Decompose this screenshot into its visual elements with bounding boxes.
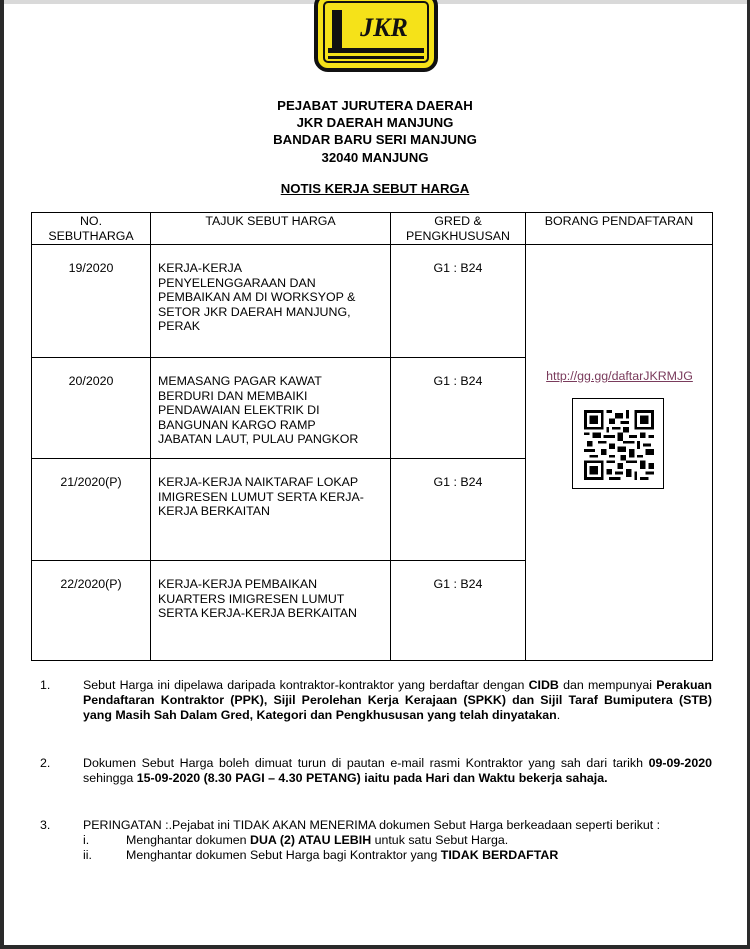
header-no-line-2: SEBUTHARGA xyxy=(48,228,134,243)
note-3-sub-2-text xyxy=(126,848,712,863)
note-1-number: 1. xyxy=(40,678,51,692)
row-2-title-line: BERDURI DAN MEMBAIKI xyxy=(158,388,308,403)
row-1-title-line: PEMBAIKAN AM DI WORKSYOP & xyxy=(158,290,356,305)
note-1-part: Sebut Harga ini dipelawa daripada kontraktor-kontraktor yang berdaftar dengan xyxy=(83,678,529,692)
note-2-part: Dokumen Sebut Harga boleh dimuat turun di pautan e-mail rasmi Kontraktor yang sah dari tarikh xyxy=(83,756,649,770)
note-3-sub-2-part: Menghantar dokumen Sebut Harga bagi Kontraktor yang xyxy=(126,848,441,862)
note-1-part: CIDB xyxy=(528,678,559,692)
row-4-title-line: KUARTERS IMIGRESEN LUMUT xyxy=(158,591,345,606)
row-2-title xyxy=(158,374,388,447)
table-header-divider xyxy=(31,244,713,245)
row-3-title-line: IMIGRESEN LUMUT SERTA KERJA- xyxy=(158,489,364,504)
note-1-part: dan mempunyai xyxy=(558,678,657,692)
office-header xyxy=(0,97,750,166)
row-3-grade: G1 : B24 xyxy=(433,475,483,489)
jkr-logo xyxy=(314,0,438,73)
note-3-sub-2-number: ii. xyxy=(83,848,92,862)
note-2-number: 2. xyxy=(40,756,51,770)
table-row-divider-3 xyxy=(31,560,526,561)
table-border-bottom xyxy=(31,660,713,661)
registration-link[interactable]: http://gg.gg/daftarJKRMJG xyxy=(546,369,693,383)
note-2-part: 15-09-2020 (8.30 PAGI – 4.30 PETANG) iaitu pada Hari dan Waktu bekerja sahaja. xyxy=(136,771,608,786)
table-border-right xyxy=(712,212,713,661)
logo-text: JKR xyxy=(360,13,408,42)
header-registration: BORANG PENDAFTARAN xyxy=(544,214,694,228)
row-4-title xyxy=(158,577,388,621)
header-grade-line-1: GRED & xyxy=(434,214,482,228)
row-4-grade: G1 : B24 xyxy=(433,577,483,591)
row-4-title-line: KERJA-KERJA PEMBAIKAN xyxy=(158,577,318,591)
note-3-sub-1-text xyxy=(126,833,712,848)
table-border-left xyxy=(31,212,32,661)
note-1-part: Perakuan Pendaftaran Kontraktor (PPK), Sijil Perolehan Kerja Kerajaan (SPKK) dan Sijil Taraf Bumiputera (STB) yang Masih Sah Dalam Gred, Kategori dan Pengkhususan yang telah dinyatakan xyxy=(83,678,712,723)
row-2-no: 20/2020 xyxy=(68,374,114,388)
header-grade-line-2: PENGKHUSUSAN xyxy=(406,228,510,243)
header-line-2: JKR DAERAH MANJUNG xyxy=(296,115,454,131)
header-line-4: 32040 MANJUNG xyxy=(321,149,429,165)
row-1-title-line: PENYELENGGARAAN DAN xyxy=(158,275,316,290)
row-2-title-line: PENDAWAIAN ELEKTRIK DI xyxy=(158,403,320,418)
note-2-part: sehingga xyxy=(83,771,137,786)
header-line-3: BANDAR BARU SERI MANJUNG xyxy=(273,132,477,148)
header-line-1: PEJABAT JURUTERA DAERAH xyxy=(277,98,473,113)
note-1-text xyxy=(83,678,712,724)
table-row-divider-2 xyxy=(31,458,526,459)
row-1-title xyxy=(158,261,388,334)
row-1-grade: G1 : B24 xyxy=(433,261,483,275)
screen-frame-bottom xyxy=(0,945,750,949)
note-3-sub-1-part: DUA (2) ATAU LEBIH xyxy=(250,833,372,847)
qr-code-frame xyxy=(572,398,664,489)
row-3-no: 21/2020(P) xyxy=(60,475,122,489)
note-2-text xyxy=(83,756,712,786)
row-2-title-line: BANGUNAN KARGO RAMP xyxy=(158,417,316,432)
note-1-part: . xyxy=(556,708,561,723)
table-row-divider-1 xyxy=(31,357,526,358)
row-3-title xyxy=(158,475,388,519)
row-2-title-line: MEMASANG PAGAR KAWAT xyxy=(158,374,322,388)
table-border-top xyxy=(31,212,713,213)
note-3-sub-1-part: Menghantar dokumen xyxy=(126,833,250,847)
table-divider-1 xyxy=(150,212,151,661)
note-2-part: 09-09-2020 xyxy=(648,756,712,770)
row-2-grade: G1 : B24 xyxy=(433,374,483,388)
header-title: TAJUK SEBUT HARGA xyxy=(205,214,336,228)
row-4-no: 22/2020(P) xyxy=(60,577,122,591)
row-4-title-line: SERTA KERJA-KERJA BERKAITAN xyxy=(158,606,357,621)
header-grade xyxy=(391,214,525,243)
row-1-no: 19/2020 xyxy=(68,261,114,275)
notice-title: NOTIS KERJA SEBUT HARGA xyxy=(280,181,470,196)
header-no xyxy=(32,214,150,243)
row-1-title-line: KERJA-KERJA xyxy=(158,261,242,275)
row-1-title-line: PERAK xyxy=(158,319,201,334)
header-no-line-1: NO. xyxy=(79,214,103,228)
note-3-text: PERINGATAN :.Pejabat ini TIDAK AKAN MENERIMA dokumen Sebut Harga berkeadaan seperti berikut : xyxy=(83,818,661,832)
table-divider-2 xyxy=(390,212,391,661)
row-3-title-line: KERJA BERKAITAN xyxy=(158,504,271,519)
note-3-number: 3. xyxy=(40,818,51,832)
row-2-title-line: JABATAN LAUT, PULAU PANGKOR xyxy=(158,432,359,447)
note-3-sub-1-number: i. xyxy=(83,833,90,847)
row-3-title-line: KERJA-KERJA NAIKTARAF LOKAP xyxy=(158,475,359,489)
table-divider-3 xyxy=(525,212,526,661)
row-1-title-line: SETOR JKR DAERAH MANJUNG, xyxy=(158,304,351,319)
note-3-sub-2-part: TIDAK BERDAFTAR xyxy=(440,848,559,862)
qr-code-icon xyxy=(584,410,654,480)
note-3-sub-1-part: untuk satu Sebut Harga. xyxy=(371,833,509,847)
